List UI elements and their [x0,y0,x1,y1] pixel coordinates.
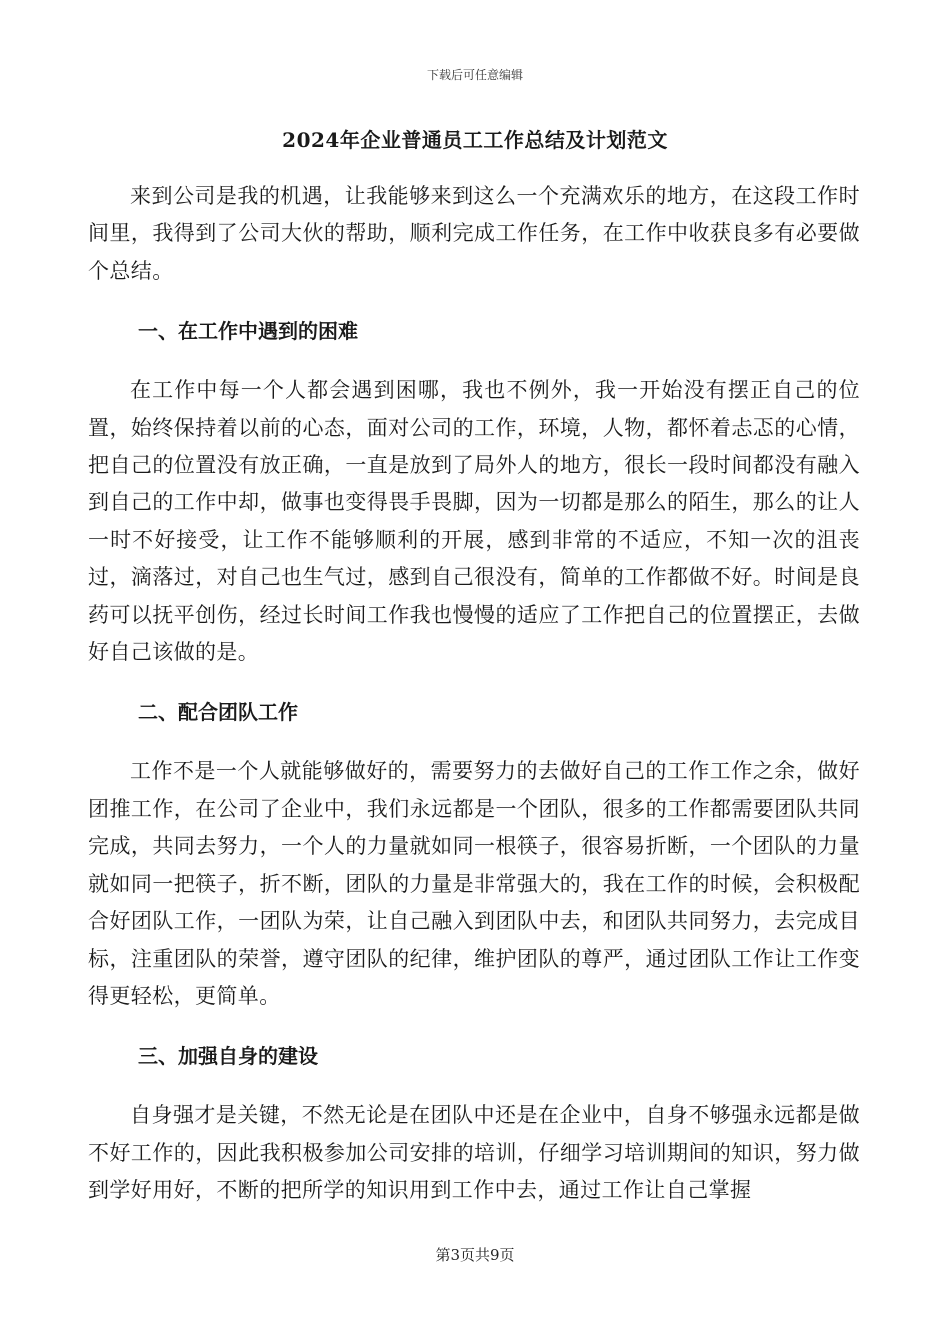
page-footer: 第3页共9页 [435,1246,515,1264]
section-heading-difficulties: 一、在工作中遇到的困难 [138,319,358,344]
section-paragraph-difficulties: 在工作中每一个人都会遇到困哪，我也不例外，我一开始没有摆正自己的位置，始终保持着以前的心态，面对公司的工作，环境，人物，都怀着忐忑的心情，把自己的位置没有放正确，一直是放到了局外人的地方，很长一段时间都没有融入到自己的工作中却，做事也变得畏手畏脚，因为一切都是那么的陌生，那么的让人一时不好接受，让工作不能够顺利的开展，感到非常的不适应，不知一次的沮丧过，滴落过，对自己也生气过，感到自己很没有，简单的工作都做不好。时间是良药可以抚平创伤，经过长时间工作我也慢慢的适应了工作把自己的位置摆正，去做好自己该做的是。 [88,378,860,665]
section-paragraph-self-improvement: 自身强才是关键，不然无论是在团队中还是在企业中，自身不够强永远都是做不好工作的，因此我积极参加公司安排的培训，仔细学习培训期间的知识，努力做到学好用好，不断的把所学的知识用到工作中去，通过工作让自己掌握 [88,1103,860,1203]
document-title: 2024年企业普通员工工作总结及计划范文 [282,128,668,152]
document-body [88,178,860,1210]
section-heading-teamwork: 二、配合团队工作 [138,700,298,725]
intro-paragraph: 来到公司是我的机遇，让我能够来到这么一个充满欢乐的地方，在这段工作时间里，我得到了公司大伙的帮助，顺利完成工作任务，在工作中收获良多有必要做个总结。 [88,184,860,283]
section-heading-self-improvement: 三、加强自身的建设 [138,1044,318,1069]
page-header-note: 下载后可任意编辑 [426,68,523,82]
section-paragraph-teamwork: 工作不是一个人就能够做好的，需要努力的去做好自己的工作工作之余，做好团推工作，在公司了企业中，我们永远都是一个团队，很多的工作都需要团队共同完成，共同去努力，一个人的力量就如同一根筷子，很容易折断，一个团队的力量就如同一把筷子，折不断，团队的力量是非常强大的，我在工作的时候，会积极配合好团队工作，一团队为荣，让自己融入到团队中去，和团队共同努力，去完成目标，注重团队的荣誉，遵守团队的纪律，维护团队的尊严，通过团队工作让工作变得更轻松，更简单。 [88,759,860,1008]
